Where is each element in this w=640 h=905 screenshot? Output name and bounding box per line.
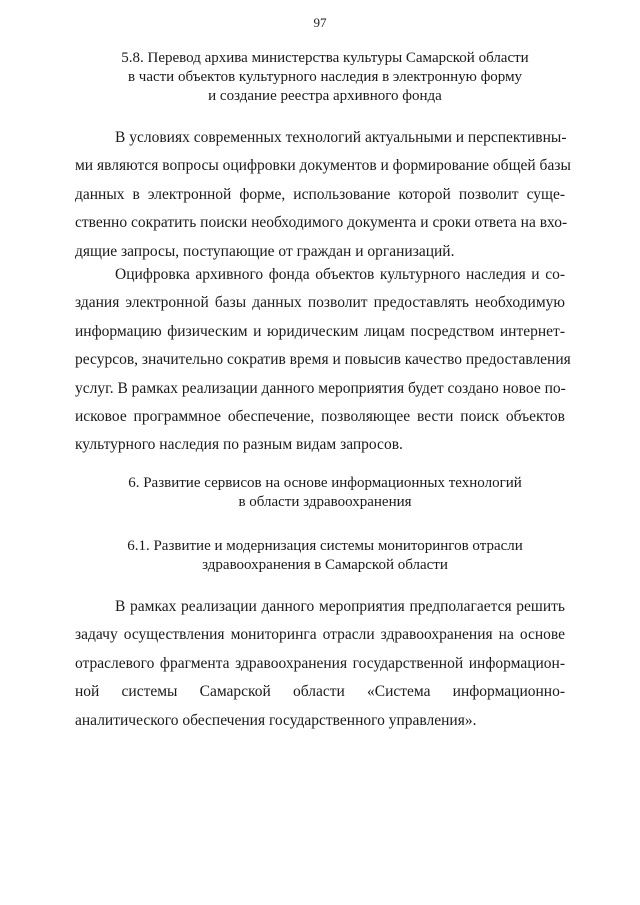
section-6-1-title-line: 6.1. Развитие и модернизация системы мониторингов отрасли — [127, 538, 523, 554]
paragraph-line: Оцифровка архивного фонда объектов культурного наследия и со- — [115, 266, 565, 283]
section-5-8-title-line: 5.8. Перевод архива министерства культуры Самарской области — [121, 50, 529, 66]
section-6-title — [60, 474, 590, 512]
paragraph-line: аналитического обеспечения государственного управления». — [75, 711, 477, 729]
paragraph-line: ми являются вопросы оцифровки документов и формирование общей базы — [75, 157, 571, 175]
paragraph-line: культурного наследия по разным видам запросов. — [75, 436, 403, 454]
paragraph-line: В рамках реализации данного мероприятия предполагается решить — [115, 598, 565, 615]
page-number: 97 — [313, 15, 327, 30]
paragraph-line: ресурсов, значительно сократив время и повысив качество предоставления — [75, 351, 571, 369]
section-6-title-line: 6. Развитие сервисов на основе информационных технологий — [128, 475, 522, 491]
section-6-1-paragraph-1 — [75, 593, 565, 735]
section-5-8-paragraph-2 — [75, 261, 571, 460]
paragraph-line: исковое программное обеспечение, позволяющее вести поиск объектов — [75, 407, 565, 425]
paragraph-line: ной системы Самарской области «Система информационно- — [75, 683, 565, 701]
section-6-1-title-line: здравоохранения в Самарской области — [202, 557, 448, 573]
paragraph-line: здания электронной базы данных позволит предоставлять необходимую — [75, 294, 565, 312]
paragraph-line: задачу осуществления мониторинга отрасли здравоохранения на основе — [75, 626, 565, 644]
paragraph-line: В условиях современных технологий актуальными и перспективны- — [115, 129, 567, 146]
section-5-8-title-line: и создание реестра архивного фонда — [208, 88, 442, 104]
paragraph-line: ственно сократить поиски необходимого документа и сроки ответа на вхо- — [75, 214, 568, 232]
paragraph-line: информацию физическим и юридическим лицам посредством интернет- — [75, 322, 565, 340]
section-5-8-title-line: в части объектов культурного наследия в электронную форму — [127, 69, 523, 85]
section-6-title-line: в области здравоохранения — [238, 494, 412, 510]
paragraph-line: отраслевого фрагмента здравоохранения государственной информацион- — [75, 654, 565, 672]
section-6-1-title — [60, 537, 590, 575]
section-5-8-paragraph-1 — [75, 124, 571, 266]
paragraph-line: дящие запросы, поступающие от граждан и организаций. — [75, 242, 455, 260]
section-5-8-title — [60, 49, 590, 106]
paragraph-line: данных в электронной форме, использование которой позволит суще- — [75, 185, 565, 203]
paragraph-line: услуг. В рамках реализации данного мероприятия будет создано новое по- — [75, 379, 566, 397]
